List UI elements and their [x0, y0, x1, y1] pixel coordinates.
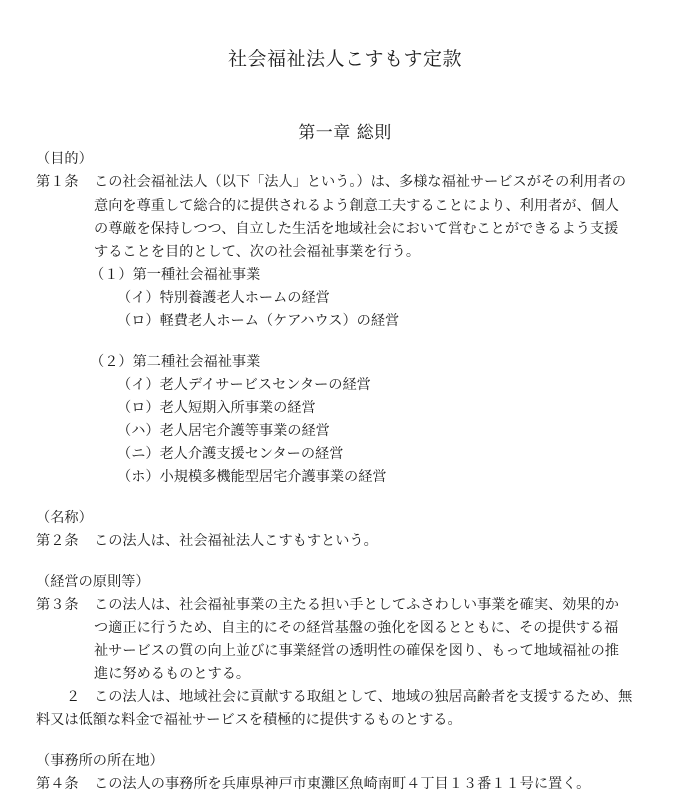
- article-3-line-4: 進に努めるものとする。: [94, 666, 251, 682]
- chapter-title: 第一章 総則: [298, 123, 392, 143]
- article-2-label: 第２条: [36, 533, 79, 549]
- article-1-heading: （目的）: [36, 151, 93, 167]
- article-3-label: 第３条: [36, 597, 79, 613]
- article-1-group-2-item-5: （ホ）小規模多機能型居宅介護事業の経営: [117, 469, 387, 485]
- article-3-paragraph-2-number: ２: [66, 689, 81, 705]
- article-2-line-1: この法人は、社会福祉法人こすもすという。: [94, 533, 378, 549]
- article-1-group-2-item-1: （イ）老人デイサービスセンターの経営: [117, 377, 371, 393]
- article-1-group-2-item-4: （ニ）老人介護支援センターの経営: [117, 446, 344, 462]
- article-1-line-2: 意向を尊重して総合的に提供されるよう創意工夫することにより、利用者が、個人: [94, 198, 619, 214]
- article-3-line-3: 祉サービスの質の向上並びに事業経営の透明性の確保を図り、もって地域福祉の推: [94, 643, 619, 659]
- article-3-line-1: この法人は、社会福祉事業の主たる担い手としてふさわしい事業を確実、効果的か: [94, 597, 619, 613]
- article-1-line-1: この社会福祉法人（以下「法人」という。）は、多様な福祉サービスがその利用者の: [94, 174, 627, 190]
- document-title: 社会福祉法人こすもす定款: [227, 48, 462, 70]
- article-1-line-3: の尊厳を保持しつつ、自立した生活を地域社会において営むことができるよう支援: [94, 221, 619, 237]
- article-3-paragraph-2-line-2: 料又は低額な料金で福祉サービスを積極的に提供するものとする。: [36, 712, 462, 728]
- article-2-heading: （名称）: [36, 510, 93, 526]
- article-3-paragraph-2-line-1: この法人は、地域社会に貢献する取組として、地域の独居高齢者を支援するため、無: [94, 689, 633, 705]
- article-4-heading: （事務所の所在地）: [36, 753, 164, 769]
- article-1-line-4: することを目的として、次の社会福祉事業を行う。: [94, 244, 421, 260]
- article-1-group-2-title: （２）第二種社会福祉事業: [90, 354, 261, 370]
- article-1-group-2-item-2: （ロ）老人短期入所事業の経営: [117, 400, 316, 416]
- article-1-group-1-title: （１）第一種社会福祉事業: [90, 267, 261, 283]
- article-4-line-1: この法人の事務所を兵庫県神戸市東灘区魚崎南町４丁目１３番１１号に置く。: [94, 776, 591, 792]
- article-1-group-1-item-2: （ロ）軽費老人ホーム（ケアハウス）の経営: [117, 313, 400, 329]
- article-4-label: 第４条: [36, 776, 79, 792]
- article-1-label: 第１条: [36, 174, 79, 190]
- article-3-heading: （経営の原則等）: [36, 574, 150, 590]
- article-1-group-2-item-3: （ハ）老人居宅介護等事業の経営: [117, 423, 330, 439]
- article-1-group-1-item-1: （イ）特別養護老人ホームの経営: [117, 290, 330, 306]
- article-3-line-2: つ適正に行うため、自主的にその経営基盤の強化を図るとともに、その提供する福: [94, 620, 619, 636]
